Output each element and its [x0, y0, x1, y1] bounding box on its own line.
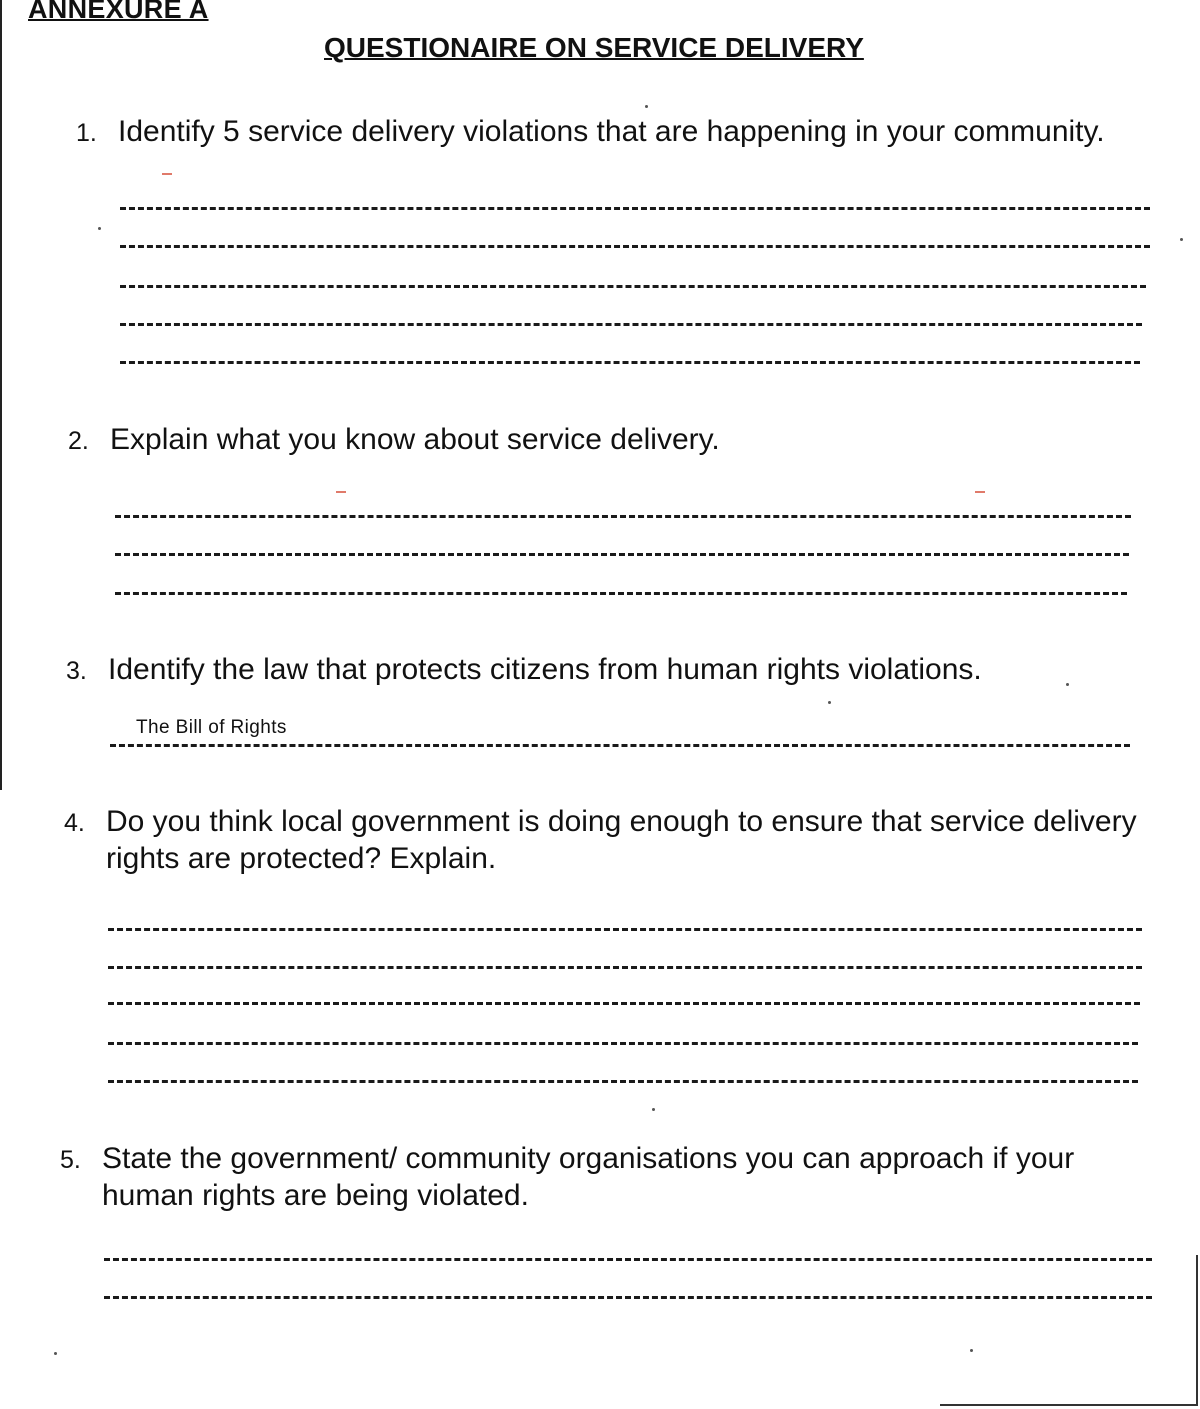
answer-line-q5-2[interactable] [104, 1296, 1152, 1299]
question-3-answer: The Bill of Rights [136, 717, 287, 738]
question-2-text: Explain what you know about service delivery. [110, 423, 720, 456]
question-2-number: 2. [68, 427, 89, 455]
answer-line-q1-1[interactable] [120, 207, 1150, 210]
question-4-text: Do you think local government is doing enough to ensure that service delivery rights are protected? Explain. [106, 805, 1137, 875]
scan-speck [1066, 683, 1069, 686]
answer-line-q2-1[interactable] [115, 515, 1131, 518]
question-3-text: Identify the law that protects citizens from human rights violations. [108, 653, 982, 686]
answer-line-q1-4[interactable] [120, 323, 1142, 326]
question-5 [60, 1140, 1142, 1214]
scan-speck [54, 1352, 57, 1355]
question-4 [64, 803, 1196, 877]
scan-mark [162, 173, 172, 175]
answer-line-q4-4[interactable] [108, 1042, 1138, 1045]
scan-speck [828, 701, 831, 704]
answer-line-q1-5[interactable] [120, 361, 1140, 364]
answer-line-q3-1[interactable] [110, 744, 1130, 747]
scan-speck [652, 1108, 655, 1111]
answer-line-q2-2[interactable] [115, 553, 1129, 556]
question-2 [68, 421, 720, 460]
page-border-bottom [940, 1404, 1198, 1406]
answer-line-q4-2[interactable] [108, 966, 1142, 969]
scan-mark [336, 491, 346, 493]
page-border-left [0, 0, 2, 790]
question-3 [66, 651, 982, 690]
answer-line-q4-1[interactable] [108, 928, 1142, 931]
question-1-text: Identify 5 service delivery violations that are happening in your community. [118, 115, 1105, 148]
scan-speck [1180, 238, 1183, 241]
answer-line-q4-5[interactable] [108, 1080, 1138, 1083]
question-4-number: 4. [64, 809, 85, 837]
scan-speck [645, 105, 648, 108]
answer-line-q5-1[interactable] [104, 1258, 1152, 1261]
scan-speck [98, 227, 101, 230]
scan-mark [975, 491, 985, 493]
page-border-right [1196, 1255, 1198, 1405]
answer-line-q2-3[interactable] [115, 592, 1127, 595]
question-5-text: State the government/ community organisations you can approach if your human rights are being violated. [102, 1142, 1075, 1212]
question-1-number: 1. [76, 119, 97, 147]
annexure-label: ANNEXURE A [28, 0, 209, 24]
scan-speck [970, 1349, 973, 1352]
question-5-number: 5. [60, 1146, 81, 1174]
answer-line-q4-3[interactable] [108, 1002, 1140, 1005]
answer-line-q1-2[interactable] [120, 245, 1150, 248]
page-title: QUESTIONAIRE ON SERVICE DELIVERY [324, 32, 864, 63]
question-3-number: 3. [66, 657, 87, 685]
answer-line-q1-3[interactable] [120, 285, 1146, 288]
question-1 [76, 113, 1105, 152]
